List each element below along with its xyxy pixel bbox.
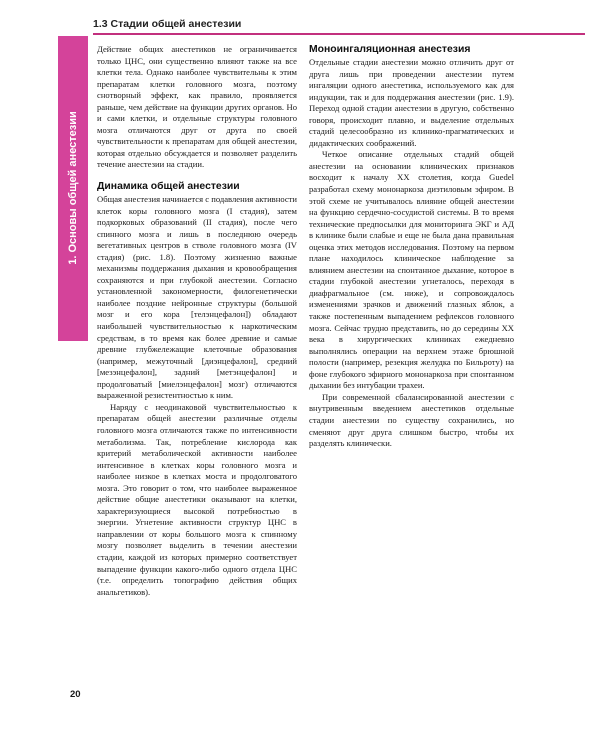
chapter-side-tab-label: 1. Основы общей анестезии — [67, 111, 79, 265]
header-rule — [93, 33, 585, 35]
page-number: 20 — [70, 689, 81, 700]
running-head: 1.3 Стадии общей анестезии — [93, 18, 242, 30]
right-paragraph-2: Четкое описание отдельных стадий общей анестезии на основании клинических признаков восходит к началу XX столетия, когда Guedel разработал схему мононаркоза диэтиловым эфиром. В этой схеме не учитывалось влияние общей анестезии на функцию сердечно-сосудистой системы. В то время технические предпосылки для мониторинга ЭКГ и АД в клинике были слабые и еще не была дана правильная оценка этих методов исследования. Поэтому на первом плане находилось клиническое наблюдение за влиянием анестезии на спонтанное дыхание, которое в стадии глубокой анестезии угнеталось, переходя в диафрагмальное (см. ниже), и сопровождалось изменениями зрачков и движений глазных яблок, а также постепенным выпадением рефлексов головного мозга. Сейчас трудно представить, но до середины XX века в хирургических клиниках ежедневно выполнялись операции на верхнем этаже брюшной полости (например, резекция желудка по Бильроту) на фоне глубокого эфирного мононаркоза при спонтанном дыхании без интубации трахеи. — [309, 149, 514, 391]
left-paragraph-2: Общая анестезия начинается с подавления активности клеток коры головного мозга (I стадия), затем подкорковых образований (II стадия), после чего спинного мозга и лишь в последнюю очередь вегетативных центров в стволе головного мозга (IV стадия) (рис. 1.8). Поэтому жизненно важные механизмы поддержания дыхания и кровообращения сохраняются и при глубокой анестезии. Согласно установленной закономерности, филогенетически наиболее поздние нейронные структуры (большой мозг и его кора [телэнцефалон]) обладают наибольшей чувствительностью к наркотическим средствам, в то время как более древние и самые древние глубжележащие клеточные образования (например, межуточный [диэнцефалон], средний [мезэнцефалон], задний [метэнцефалон] и продолговатый [миелэнцефалон] мозг) отличаются выраженной резистентностью к ним. — [97, 194, 297, 401]
left-paragraph-3: Наряду с неодинаковой чувствительностью к препаратам общей анестезии различные отделы головного мозга отличаются также по интенсивности метаболизма. Так, потребление кислорода как критерий метаболической активности наиболее интенсивное в клетках коры головного мозга и наиболее низкое в клетках моста и продолговатого мозга. Это говорит о том, что наиболее выраженное действие общие анестетики оказывают на клетки, характеризующиеся высокой потребностью в энергии. Угнетение активности структур ЦНС в направлении от коры большого мозга к спинному мозгу позволяет выделить в течении анестезии стадии, каждой из которых примерно соответствует выпадение функции какого-либо одного отдела ЦНС (т.е. определить топографию действия общих анальгетиков). — [97, 401, 297, 597]
section-heading-mono-inhalation: Моноингаляционная анестезия — [309, 44, 471, 55]
left-paragraph-1: Действие общих анестетиков не ограничивается только ЦНС, они существенно влияют также на все клетки тела. Однако наиболее чувствительны к этим препаратам клетки головного мозга, поэтому снотворный эффект, как правило, проявляется раньше, чем действие на функции других органов. Но и сами клетки, и отдельные структуры головного мозга отличаются друг от друга по своей чувствительности к препаратам для общей анестезии, которая отдельно обсуждается и позволяет разделить течение анестезии на стадии. — [97, 44, 297, 170]
right-column — [309, 44, 514, 450]
left-column — [97, 44, 297, 598]
right-paragraph-1: Отдельные стадии анестезии можно отличить друг от друга лишь при проведении анестезии путем ингаляции одного анестетика, используемого как для индукции, так и для поддержания анестезии (рис. 1.9). Переход одной стадии анестезии в другую, собственно говоря, происходит плавно, и выделение отдельных стадий целесообразно из клинико-прагматических и дидактических соображений. — [309, 57, 514, 148]
section-heading-dynamics: Динамика общей анестезии — [97, 181, 240, 193]
right-paragraph-3: При современной сбалансированной анестезии с внутривенным введением анестетиков отдельные стадии анестезии по существу сохранились, но сменяют друг друга слишком быстро, чтобы их разделять клинически. — [309, 391, 514, 449]
